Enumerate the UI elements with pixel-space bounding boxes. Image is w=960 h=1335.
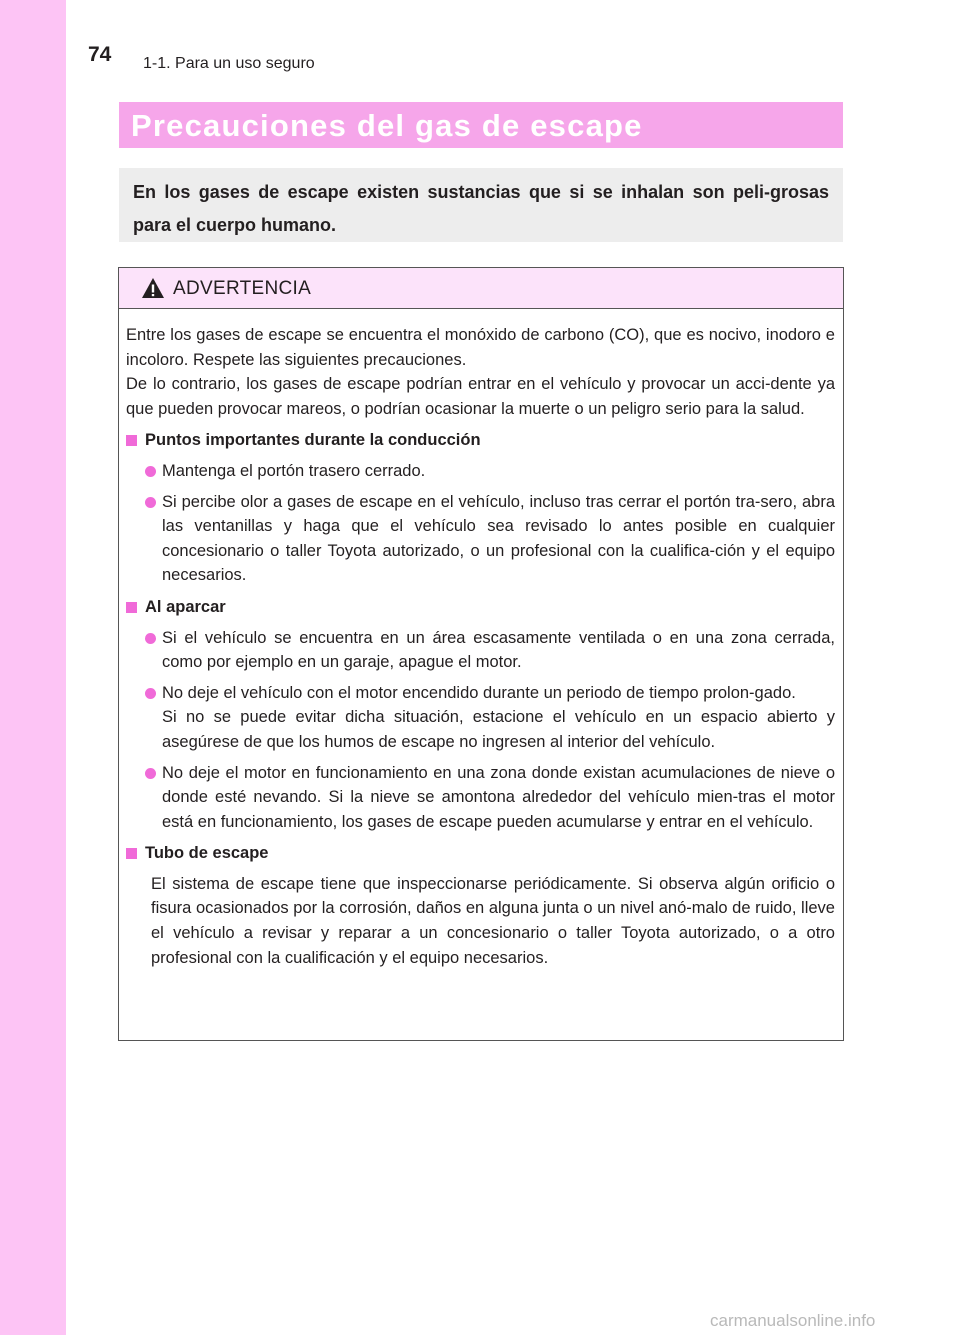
section-heading bbox=[126, 595, 835, 620]
watermark: carmanualsonline.info bbox=[710, 1311, 876, 1330]
warning-box bbox=[118, 267, 844, 1041]
list-item-text: Si percibe olor a gases de escape en el vehículo, incluso tras cerrar el portón tra-sero, abra las ventanillas y haga que el vehículo sea revisado lo antes posible en cualquier concesionario o taller Toyota autorizado, o un profesional con la cualifica-ción y el equipo necesarios. bbox=[162, 492, 835, 585]
round-bullet-icon bbox=[145, 688, 156, 699]
list-item bbox=[126, 681, 835, 755]
section-heading bbox=[126, 428, 835, 453]
warning-header bbox=[119, 268, 843, 309]
warning-intro-2: De lo contrario, los gases de escape podrían entrar en el vehículo y provocar un acci-dente ya que pueden provocar mareos, o podrían ocasionar la muerte o un peligro serio para la salud. bbox=[126, 375, 835, 418]
list-item-text: No deje el vehículo con el motor encendido durante un periodo de tiempo prolon-gado. bbox=[162, 683, 796, 702]
round-bullet-icon bbox=[145, 633, 156, 644]
title-bar bbox=[119, 102, 843, 148]
list-item bbox=[126, 490, 835, 588]
warning-body bbox=[119, 309, 843, 970]
square-bullet-icon bbox=[126, 848, 137, 859]
list-item bbox=[126, 459, 835, 484]
warning-triangle-icon bbox=[141, 277, 165, 299]
square-bullet-icon bbox=[126, 435, 137, 446]
section-label: 1-1. Para un uso seguro bbox=[143, 55, 315, 72]
intro-box bbox=[119, 168, 843, 242]
list-item-text: Si el vehículo se encuentra en un área escasamente ventilada o en una zona cerrada, como por ejemplo en un garaje, apague el motor. bbox=[162, 628, 835, 672]
side-color-strip bbox=[0, 0, 66, 1335]
warning-title: ADVERTENCIA bbox=[173, 277, 312, 299]
list-item bbox=[126, 626, 835, 675]
section-heading-text: Puntos importantes durante la conducción bbox=[145, 431, 481, 450]
warning-intro-1: Entre los gases de escape se encuentra el monóxido de carbono (CO), que es nocivo, inodoro e incoloro. Respete las siguientes precauciones. bbox=[126, 326, 835, 369]
section-heading bbox=[126, 841, 835, 866]
section-heading-text: Al aparcar bbox=[145, 597, 226, 616]
list-item-extra-text: Si no se puede evitar dicha situación, estacione el vehículo en un espacio abierto y asegúrese de que los humos de escape no ingresen al interior del vehículo. bbox=[162, 708, 835, 751]
intro-text: En los gases de escape existen sustancias que si se inhalan son peli-grosas para el cuerpo humano. bbox=[133, 182, 829, 235]
square-bullet-icon bbox=[126, 602, 137, 613]
round-bullet-icon bbox=[145, 497, 156, 508]
page-title: Precauciones del gas de escape bbox=[131, 108, 643, 143]
section-paragraph: El sistema de escape tiene que inspeccionarse periódicamente. Si observa algún orificio o fisura ocasionados por la corrosión, daños en alguna junta o un nivel anó-malo de ruido, lleve el vehículo a revisar y reparar a un concesionario o taller Toyota autorizado, o a otro profesional con la cualificación y el equipo necesarios. bbox=[151, 874, 835, 967]
round-bullet-icon bbox=[145, 768, 156, 779]
list-item bbox=[126, 761, 835, 835]
list-item-text: Mantenga el portón trasero cerrado. bbox=[162, 461, 426, 480]
round-bullet-icon bbox=[145, 466, 156, 477]
section-heading-text: Tubo de escape bbox=[145, 844, 269, 863]
list-item-text: No deje el motor en funcionamiento en una zona donde existan acumulaciones de nieve o donde esté nevando. Si la nieve se amontona alrededor del vehículo mien-tras el motor está en funcionamiento, los gases de escape pueden acumularse y entrar en el vehículo. bbox=[162, 763, 835, 831]
page-number: 74 bbox=[88, 43, 112, 66]
